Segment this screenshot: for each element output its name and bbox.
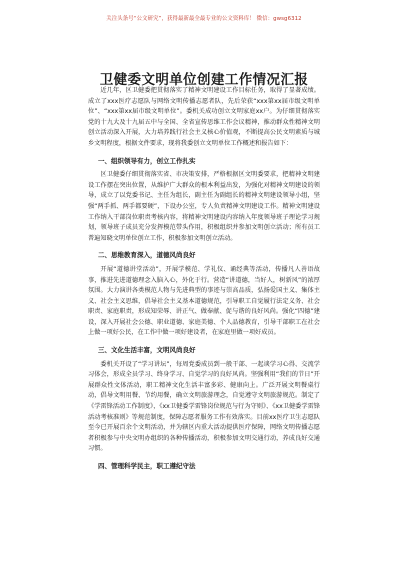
- section-heading: 二、思维教育深入，道德风尚良好: [98, 251, 196, 260]
- section-heading: 四、管理科学民主，职工遵纪守法: [98, 462, 196, 470]
- promo-banner: 关注头条号“公文研究”，获得最新最全最专业的公文资料库！ 微信：gwsg6312: [106, 16, 302, 22]
- body-paragraph: 近几年，区卫健委把贯彻落实了精神文明建设工作目标任务，取得了显著成绩。成立了xxx医疗志愿队与网络文明传播志愿者队，先后荣获“xxx第xx届市级文明单位”、“xxx第xx届市级文明单位”。委机关成功创立文明家庭xx户。为仔细贯彻落实党的十九大及十九届五中与全国、全省宣传思维工作会议精神，推动群众性精神文明创立活动深入开展，大力培养践行社会主义核心价值观，不断提高公民文明素质与城乡文明程度，根据文件要求，现将我委创立文明单位工作概述和报告如下：: [88, 87, 320, 147]
- document-title: 卫健委文明单位创建工作情况汇报: [99, 72, 309, 88]
- body-paragraph: 开展“道德讲堂活动”，开展学模范、学礼仪、诵经典等活动，传播凡人善语故事，推进先进道德理念入脑入心，外化于行。营造“讲道德，当好人，树新风”的浓厚氛围。大力演讲各类模范人物与先进典型的事迹与崇高品质，弘扬爱国主义、集体主义、社会主义思维，倡导社会主义基本道德规范，引导职工自觉履行法定义务、社会职责、家庭职责，形成知荣辱、讲正气、做奉献、促与谐的良好风尚。强化“四德”建设，深入开展社会公德、职业道德、家庭美德、个人品德教育，引导干部职工在社会上做一项好公民，在工作中做一项好建设者，在家庭里做一项好成员。: [88, 265, 320, 337]
- section-heading: 三、文化生活丰富，文明风尚良好: [98, 346, 196, 355]
- document-body: [88, 86, 320, 476]
- section-heading: 一、组织领导有力，创立工作扎实: [98, 156, 196, 165]
- body-paragraph: 委机关开设了“学习讲坛”，每周党委成员到一般干部、一起谈学习心得、交流学习体会，形成全员学习、终身学习、自觉学习的良好风尚。坚强利用“我们的节日”开展群众性文体活动，职工精神文化生活丰富多彩、健康向上。广泛开展文明餐桌行动，倡导文明用餐、节约用餐，确立文明旅游理念，自觉遵守文明旅游规范。制定了《学雷锋活动工作制度》，《xx卫健委学雷锋岗位规范与行为守则》、《xx卫健委学雷锋活动考核准则》等规范制度，保障志愿者服务工作有效落实。目前xx医疗卫生志愿队至今已开展百余个文明活动，并为辖区内重大活动提供医疗保障，网络文明传播志愿者积极参与中央文明办组织的各种传播活动，积极参加文明交通行动，养成良好交通习惯。: [88, 360, 320, 453]
- body-paragraph: 区卫健委仔细贯彻落实省、市决策安排，严格根据区文明委要求，把精神文明建设工作摆在突出位置，从维护广大群众的根本利益出发，为强化对精神文明建设的领导，成立了以党委书记、主任为组长，副主任为副组长的精神文明建设领导小组，坚强“两手抓、两手都要硬”，下设办公室，专人负责精神文明建设工作。精神文明建设工作纳入干部岗位职责考核内容，将精神文明建设内容纳入年度领导班子理论学习规划，领导班子成员充分发挥模范带头作用，积极组织并参加文明创立活动；所有员工普遍知晓文明单位创立工作，积极参加文明创立活动。: [88, 171, 320, 242]
